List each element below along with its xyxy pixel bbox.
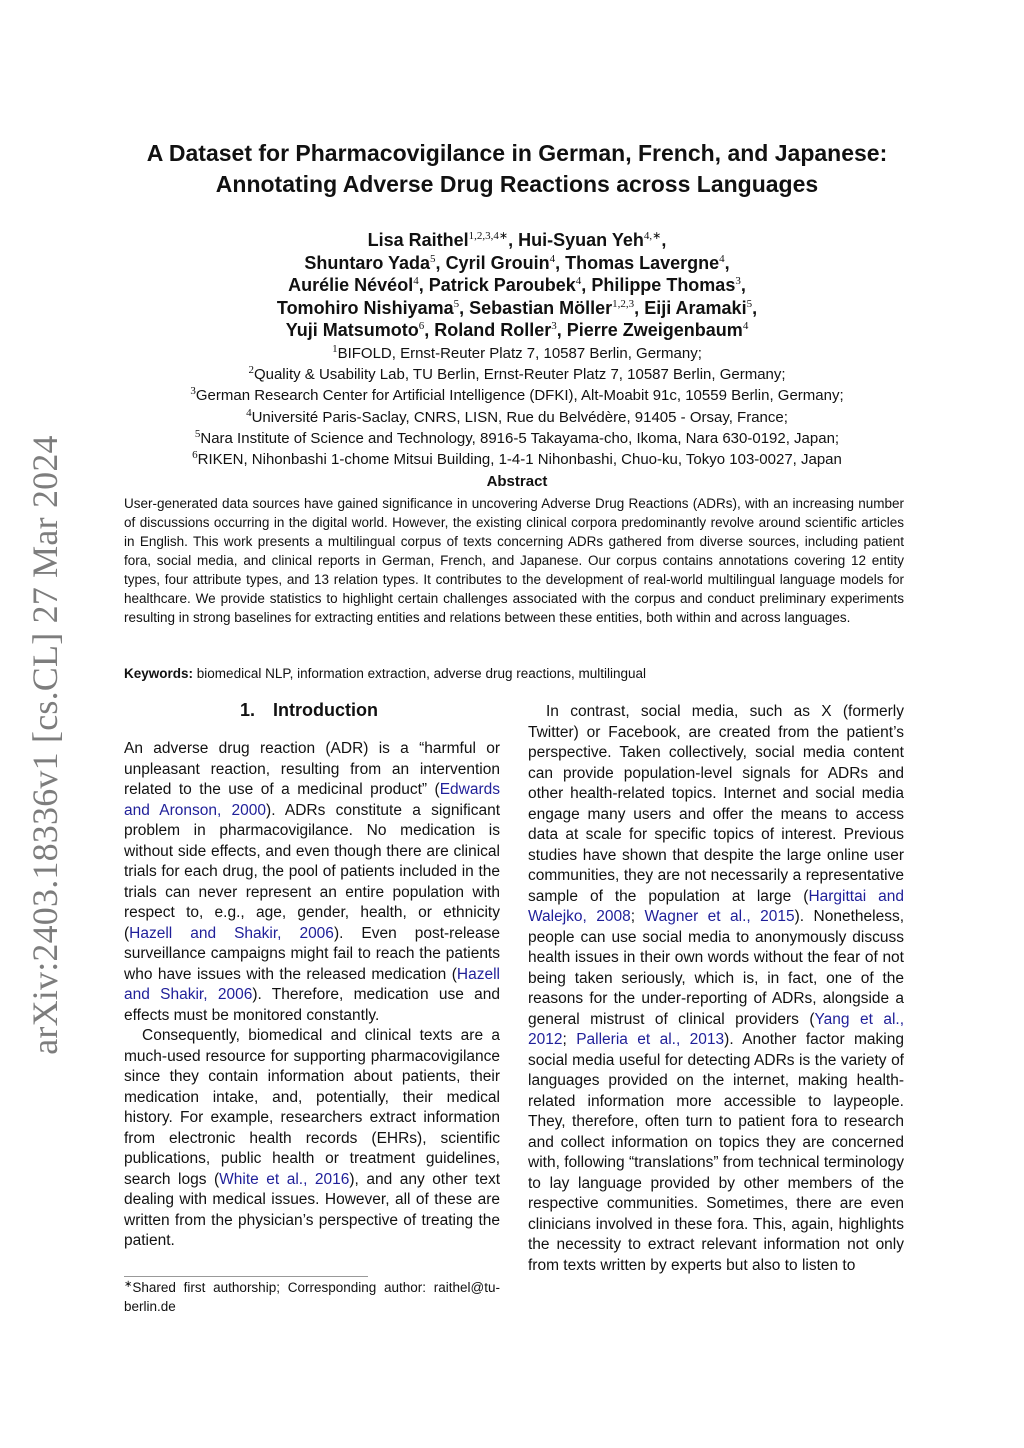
- footnote: [124, 1278, 500, 1316]
- author-name: Patrick Paroubek: [428, 275, 576, 295]
- author-name: Hui-Syuan Yeh: [518, 230, 644, 250]
- affiliation-marker: 4: [246, 406, 252, 419]
- author-affiliation-marker: 5: [430, 252, 436, 265]
- citation-link[interactable]: Palleria et al., 2013: [576, 1031, 725, 1048]
- author-affiliation-marker: 3: [735, 275, 741, 287]
- author-affiliation-marker: 5: [746, 297, 753, 310]
- keywords-label: Keywords:: [124, 666, 194, 681]
- title-line-1: A Dataset for Pharmacovigilance in German, French, and Japanese:: [146, 140, 888, 166]
- affiliation-marker: 3: [190, 385, 196, 398]
- affiliation: [100, 385, 934, 406]
- author-separator: ,: [555, 252, 566, 273]
- author-name: Thomas Lavergne: [565, 252, 720, 273]
- affiliation-text: RIKEN, Nihonbashi 1-chome Mitsui Building, 1-4-1 Nihonbashi, Chuo-ku, Tokyo 103-0027, Japan: [197, 451, 842, 469]
- author-affiliation-marker: 4: [742, 320, 749, 332]
- author-name: Pierre Zweigenbaum: [566, 320, 743, 340]
- author-separator: ,: [724, 252, 730, 273]
- author-separator: ,: [556, 320, 567, 340]
- author-separator: ,: [740, 275, 746, 295]
- author-separator: ,: [459, 297, 470, 318]
- citation-link[interactable]: Hargittai and Walejko, 2008: [528, 887, 904, 925]
- paragraph: [124, 1026, 500, 1252]
- left-column: [124, 739, 500, 1252]
- citation-link[interactable]: Wagner et al., 2015: [644, 908, 795, 925]
- author-line: [100, 274, 934, 297]
- author-affiliation-marker: 4: [719, 252, 725, 265]
- footnote-divider: [124, 1276, 368, 1277]
- author-name: Lisa Raithel: [367, 230, 469, 250]
- text-run: ). Another factor making social media useful for detecting ADRs is the variety of languages provided on the internet, making health-related information more accessible to laypeople. They, therefore, often turn to patient fora to research and collect information on topics they are concerned with, following “translations” from technical terminology to lay language provided by other members of the respective communities. Sometimes, there are even clinicians involved in these fora. This, again, highlights the necessity to extract relevant information not only from texts written by experts but also to listen to: [528, 1031, 904, 1274]
- abstract-heading: Abstract: [486, 473, 548, 490]
- author-affiliation-marker: 4: [575, 275, 582, 287]
- author-affiliation-marker: 5: [453, 297, 460, 310]
- citation-link[interactable]: Edwards and Aronson, 2000: [124, 781, 500, 819]
- author-affiliation-marker: 1,2,3,4∗: [468, 230, 509, 242]
- citation-link[interactable]: Hazell and Shakir, 2006: [124, 965, 500, 1003]
- affiliation: [100, 364, 934, 385]
- author-name: Tomohiro Nishiyama: [276, 297, 454, 318]
- author-name: Philippe Thomas: [591, 275, 736, 295]
- author-line: [100, 297, 934, 320]
- text-run: In contrast, social media, such as X (formerly Twitter) or Facebook, are created from the patient’s perspective. Taken collectively, social media content can provide population-level signals for ADRs and other health-related topics. Internet and social media engage many users and offer the means to access data at scale for specific topics of interest. Previous studies have shown that despite the large online user communities, they are not necessarily a representative sample of the population at large (: [528, 703, 904, 905]
- author-separator: ,: [508, 230, 519, 250]
- affiliation-text: Quality & Usability Lab, TU Berlin, Ernst-Reuter Platz 7, 10587 Berlin, Germany;: [253, 366, 786, 384]
- author-line: [100, 229, 934, 252]
- arxiv-identifier-stamp: arXiv:2403.18336v1 [cs.CL] 27 Mar 2024: [25, 435, 65, 1055]
- text-run: ), and any other text dealing with medical issues. However, all of these are written from the physician’s perspective of treating the patient.: [124, 1170, 501, 1249]
- paragraph: [528, 702, 904, 1276]
- author-line: [100, 319, 934, 342]
- author-separator: ,: [634, 297, 645, 318]
- author-separator: ,: [752, 297, 758, 318]
- citation-link[interactable]: Yang et al., 2012: [528, 1010, 905, 1048]
- section-title: Introduction: [273, 700, 378, 720]
- affiliation-text: BIFOLD, Ernst-Reuter Platz 7, 10587 Berlin, Germany;: [337, 345, 702, 362]
- right-column: [528, 702, 904, 1276]
- author-name: Aurélie Névéol: [288, 275, 414, 295]
- author-name: Shuntaro Yada: [304, 252, 431, 273]
- keywords-text: biomedical NLP, information extraction, adverse drug reactions, multilingual: [196, 666, 647, 681]
- affiliation-marker: 5: [194, 427, 201, 440]
- author-separator: ,: [581, 275, 592, 295]
- citation-link[interactable]: White et al., 2016: [219, 1170, 350, 1188]
- footnote-marker: ∗: [124, 1279, 133, 1290]
- text-run: Consequently, biomedical and clinical texts are a much-used resource for supporting pharmacovigilance since they contain information about patients, their medication intake, and, potentially, their medical history. For example, researchers extract information from electronic health records (EHRs), scientific publications, public health or treatment guidelines, search logs (: [124, 1027, 500, 1188]
- affiliation-text: Université Paris-Saclay, CNRS, LISN, Rue du Belvédère, 91405 - Orsay, France;: [251, 408, 788, 426]
- paragraph: [124, 739, 500, 1026]
- author-name: Eiji Aramaki: [644, 297, 747, 318]
- section-number: 1.: [240, 700, 256, 720]
- author-separator: ,: [661, 230, 667, 250]
- author-affiliation-marker: 4: [549, 252, 556, 265]
- affiliation-marker: 1: [332, 343, 338, 355]
- author-affiliation-marker: 3: [551, 320, 557, 332]
- title-line-2: Annotating Adverse Drug Reactions across Languages: [215, 171, 819, 197]
- author-affiliation-marker: 1,2,3: [612, 297, 635, 310]
- affiliation: [100, 428, 934, 449]
- affiliation: [100, 407, 934, 428]
- affiliation-marker: 2: [248, 364, 254, 377]
- text-run: ). Even post-release surveillance campaigns might fail to reach the patients who have issues with the released medication (: [124, 924, 500, 983]
- affiliation: [100, 343, 934, 364]
- author-separator: ,: [418, 275, 429, 295]
- author-list: [100, 229, 934, 342]
- author-name: Sebastian Möller: [469, 297, 613, 318]
- keywords: [124, 664, 904, 683]
- author-separator: ,: [424, 320, 435, 340]
- text-run: ). Therefore, medication use and effects must be monitored constantly.: [124, 986, 501, 1024]
- affiliation-marker: 6: [192, 449, 198, 462]
- affiliation-list: [100, 343, 934, 470]
- author-separator: ,: [435, 252, 446, 273]
- affiliation-text: Nara Institute of Science and Technology, 8916-5 Takayama-cho, Ikoma, Nara 630-0192, Japan;: [200, 429, 840, 447]
- author-affiliation-marker: 4,∗: [643, 230, 662, 242]
- author-line: [100, 252, 934, 275]
- affiliation-text: German Research Center for Artificial Intelligence (DFKI), Alt-Moabit 91c, 10559 Berlin, Germany;: [195, 387, 844, 405]
- text-run: ). Nonetheless, people can use social media to anonymously discuss health issues in their own words without the fear of not being taken seriously, which is, in fact, one of the reasons for the under-reporting of ADRs, alongside a general mistrust of clinical providers (: [528, 908, 904, 1028]
- citation-link[interactable]: Hazell and Shakir, 2006: [129, 924, 334, 942]
- author-name: Roland Roller: [434, 320, 552, 340]
- section-heading: [124, 700, 494, 721]
- paper-title: [100, 138, 934, 200]
- affiliation: [100, 449, 934, 470]
- author-name: Yuji Matsumoto: [285, 320, 419, 340]
- footnote-text: Shared first authorship; Corresponding author: raithel@tu-berlin.de: [124, 1280, 500, 1314]
- abstract-text: User-generated data sources have gained significance in uncovering Adverse Drug Reactions (ADRs), with an increasing number of discussions occurring in the digital world. However, the existing clinical corpora predominantly revolve around scientific articles in English. This work presents a multilingual corpus of texts concerning ADRs gathered from diverse sources, including patient fora, social media, and clinical reports in German, French, and Japanese. Our corpus contains annotations covering 12 entity types, four attribute types, and 13 relation types. It contributes to the development of real-world multilingual language models for healthcare. We provide statistics to highlight certain challenges associated with the corpus and conduct preliminary experiments resulting in strong baselines for extracting entities and relations between these entities, both within and across languages.: [124, 496, 904, 625]
- author-affiliation-marker: 6: [418, 320, 425, 332]
- author-affiliation-marker: 4: [413, 275, 419, 287]
- text-run: ;: [562, 1031, 577, 1048]
- author-name: Cyril Grouin: [445, 252, 550, 273]
- text-run: ). ADRs constitute a significant problem in pharmacovigilance. No medication is without side effects, and even though there are clinical trials for each drug, the pool of patients included in the trials can never represent an entire population with respect to, e.g., age, gender, health, or ethnicity (: [124, 801, 500, 942]
- text-run: ;: [630, 908, 645, 925]
- text-run: An adverse drug reaction (ADR) is a “harmful or unpleasant reaction, resulting from an intervention related to the use of a medicinal product” (: [124, 740, 500, 798]
